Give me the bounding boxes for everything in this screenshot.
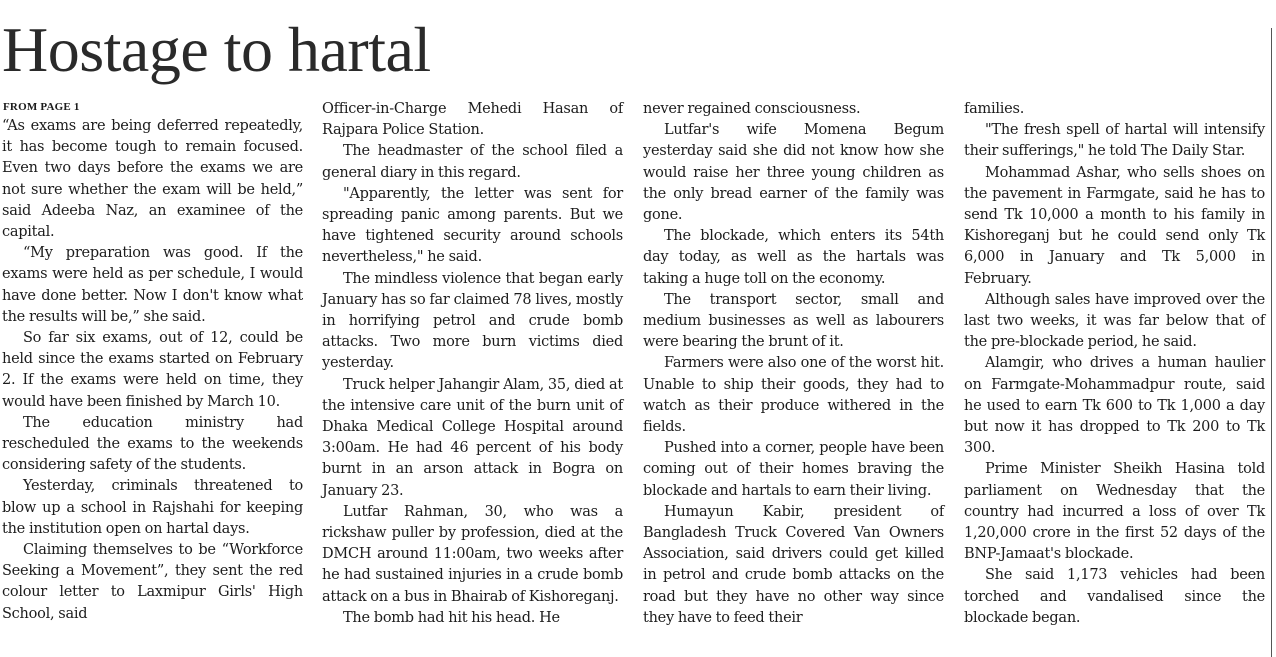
paragraph: Officer-in-Charge Mehedi Hasan of Rajpara Police Station. bbox=[322, 101, 623, 139]
paragraph: never regained consciousness. bbox=[643, 101, 861, 117]
paragraph: Pushed into a corner, people have been coming out of their homes braving the blockade and hartals to earn their living. bbox=[643, 440, 944, 499]
paragraph: Alamgir, who drives a human haulier on Farmgate-Mohammadpur route, said he used to earn Tk 600 to Tk 1,000 a day but now it has dropped to Tk 200 to Tk 300. bbox=[964, 355, 1265, 457]
paragraph: Lutfar's wife Momena Begum yesterday said she did not know how she would raise her three young children as the only bread earner of the family was gone. bbox=[643, 122, 944, 224]
paragraph: The headmaster of the school filed a general diary in this regard. bbox=[322, 143, 623, 181]
paragraph: So far six exams, out of 12, could be held since the exams started on February 2. If the exams were held on time, they would have been finished by March 10. bbox=[2, 330, 303, 410]
article-column-1 bbox=[2, 116, 303, 625]
article-column-3 bbox=[643, 99, 944, 629]
paragraph: Prime Minister Sheikh Hasina told parliament on Wednesday that the country had incurred a loss of over Tk 1,20,000 crore in the first 52 days of the BNP-Jamaat's blockade. bbox=[964, 461, 1265, 563]
paragraph: Humayun Kabir, president of Bangladesh Truck Covered Van Owners Association, said drivers could get killed in petrol and crude bomb attacks on the road but they have no other way since they have to feed their bbox=[643, 503, 944, 626]
continuation-kicker: FROM PAGE 1 bbox=[3, 101, 80, 113]
paragraph: Mohammad Ashar, who sells shoes on the pavement in Farmgate, said he has to send Tk 10,000 a month to his family in Kishoreganj but he could send only Tk 6,000 in January and Tk 5,000 in February. bbox=[964, 164, 1265, 287]
article-column-4 bbox=[964, 99, 1265, 629]
paragraph: "The fresh spell of hartal will intensify their sufferings," he told The Daily Star. bbox=[964, 122, 1265, 160]
paragraph: Lutfar Rahman, 30, who was a rickshaw puller by profession, died at the DMCH around 11:00am, two weeks after he had sustained injuries in a crude bomb attack on a bus in Bhairab of Kishoreganj. bbox=[322, 503, 623, 605]
paragraph: The blockade, which enters its 54th day today, as well as the hartals was taking a huge toll on the economy. bbox=[643, 228, 944, 287]
paragraph: Truck helper Jahangir Alam, 35, died at the intensive care unit of the burn unit of Dhaka Medical College Hospital around 3:00am. He had 46 percent of his body burnt in an arson attack in Bogra on January 23. bbox=[322, 376, 623, 499]
paragraph: The mindless violence that began early January has so far claimed 78 lives, mostly in horrifying petrol and crude bomb attacks. Two more burn victims died yesterday. bbox=[322, 270, 623, 372]
paragraph: Yesterday, criminals threatened to blow up a school in Rajshahi for keeping the institution open on hartal days. bbox=[2, 478, 303, 537]
article-column-2 bbox=[322, 99, 623, 629]
paragraph: Although sales have improved over the last two weeks, it was far below that of the pre-blockade period, he said. bbox=[964, 291, 1265, 351]
paragraph: Claiming themselves to be “Workforce Seeking a Movement”, they sent the red colour letter to Laxmipur Girls' High School, said bbox=[2, 542, 303, 622]
paragraph: The education ministry had rescheduled the exams to the weekends considering safety of the students. bbox=[2, 414, 303, 474]
paragraph: families. bbox=[964, 101, 1025, 117]
paragraph: Farmers were also one of the worst hit. Unable to ship their goods, they had to watch as their produce withered in the fields. bbox=[643, 355, 944, 436]
paragraph: “As exams are being deferred repeatedly, it has become tough to remain focused. Even two days before the exams we are not sure whether the exam will be held,” said Adeeba Naz, an examinee of the capital. bbox=[2, 118, 303, 241]
paragraph: She said 1,173 vehicles had been torched and vandalised since the blockade began. bbox=[964, 567, 1265, 626]
paragraph: The transport sector, small and medium businesses as well as labourers were bearing the brunt of it. bbox=[643, 291, 944, 351]
paragraph: The bomb had hit his head. He bbox=[343, 609, 560, 626]
paragraph: "Apparently, the letter was sent for spreading panic among parents. But we have tightened security around schools nevertheless," he said. bbox=[322, 185, 623, 266]
headline: Hostage to hartal bbox=[2, 14, 431, 85]
column-rule bbox=[1271, 28, 1272, 657]
paragraph: “My preparation was good. If the exams were held as per schedule, I would have done better. Now I don't know what the results will be,” she said. bbox=[2, 245, 303, 325]
